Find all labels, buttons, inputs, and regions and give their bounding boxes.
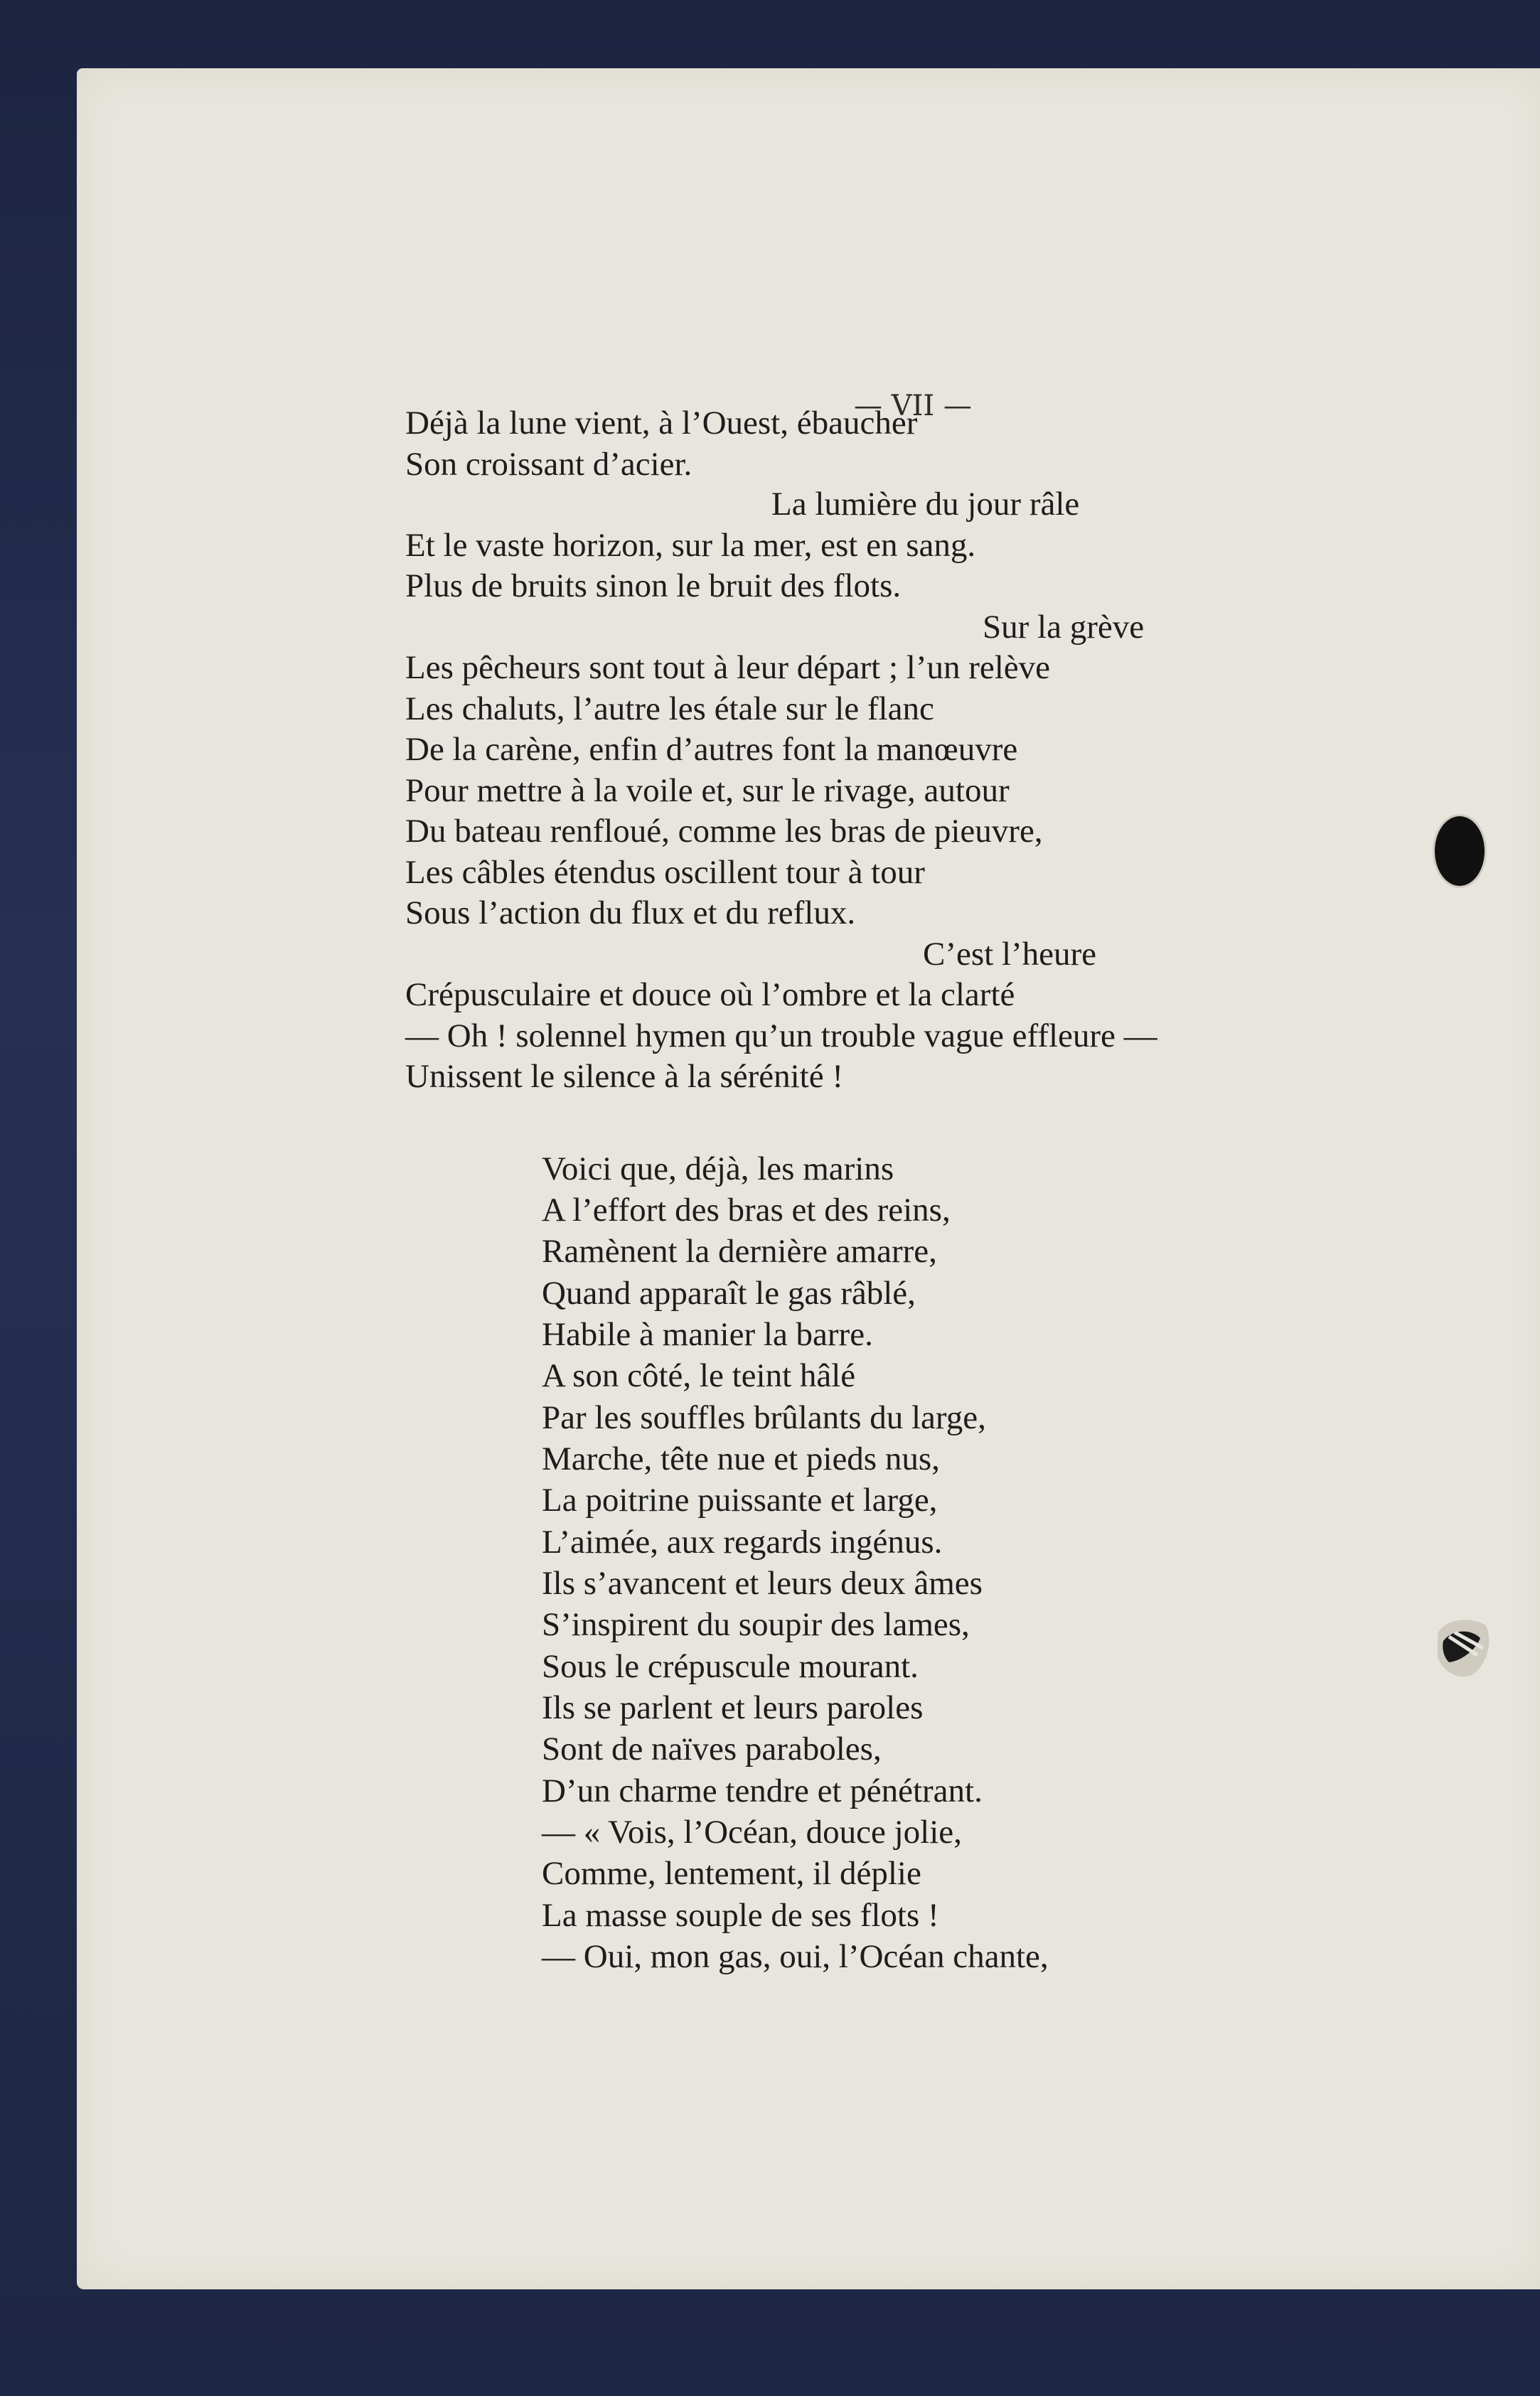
verse-line: Sur la grève [983,609,1145,646]
verse-line: Quand apparaît le gas râblé, [542,1275,916,1312]
verse-line: C’est l’heure [923,936,1097,973]
verse-line: Ils se parlent et leurs paroles [542,1689,924,1726]
verse-line: Par les souffles brûlants du large, [542,1399,986,1436]
verse-line: Pour mettre à la voile et, sur le rivage, autour [405,772,1010,809]
verse-line: Sous le crépuscule mourant. [542,1648,919,1685]
verse-line: Sous l’action du flux et du reflux. [405,894,856,931]
torn-binding-hole [1433,1613,1493,1681]
page-number: — VII — [854,390,972,422]
verse-line: Du bateau renfloué, comme les bras de pieuvre, [405,813,1043,850]
verse-line: Voici que, déjà, les marins [542,1150,894,1187]
verse-line: Les câbles étendus oscillent tour à tour [405,854,925,891]
verse-line: L’aimée, aux regards ingénus. [542,1524,943,1561]
verse-line: — « Vois, l’Océan, douce jolie, [542,1814,962,1851]
verse-line: Sont de naïves paraboles, [542,1731,882,1767]
binding-hole [1435,816,1485,886]
verse-line: D’un charme tendre et pénétrant. [542,1772,983,1809]
verse-line: Habile à manier la barre. [542,1316,873,1353]
verse-line: Ramènent la dernière amarre, [542,1233,937,1270]
verse-line: La masse souple de ses flots ! [542,1897,939,1934]
verse-line: S’inspirent du soupir des lames, [542,1606,970,1643]
verse-line: — Oui, mon gas, oui, l’Océan chante, [542,1938,1049,1975]
verse-line: Ils s’avancent et leurs deux âmes [542,1565,983,1602]
verse-line: Déjà la lune vient, à l’Ouest, ébaucher [405,405,918,442]
verse-line: Plus de bruits sinon le bruit des flots. [405,567,902,604]
verse-line: Comme, lentement, il déplie [542,1855,921,1892]
verse-line: Les chaluts, l’autre les étale sur le flanc [405,690,934,727]
verse-line: Marche, tête nue et pieds nus, [542,1440,940,1477]
verse-line: A l’effort des bras et des reins, [542,1192,951,1229]
verse-line: A son côté, le teint hâlé [542,1357,856,1394]
verse-line: Les pêcheurs sont tout à leur départ ; l’un relève [405,649,1051,686]
verse-line: — Oh ! solennel hymen qu’un trouble vague effleure — [405,1017,1157,1054]
verse-line: La poitrine puissante et large, [542,1482,938,1519]
verse-line: La lumière du jour râle [771,486,1080,523]
verse-line: De la carène, enfin d’autres font la manœuvre [405,731,1018,768]
verse-line: Et le vaste horizon, sur la mer, est en sang. [405,527,976,564]
verse-line: Unissent le silence à la sérénité ! [405,1058,843,1095]
verse-line: Crépusculaire et douce où l’ombre et la clarté [405,976,1015,1013]
verse-line: Son croissant d’acier. [405,446,693,483]
